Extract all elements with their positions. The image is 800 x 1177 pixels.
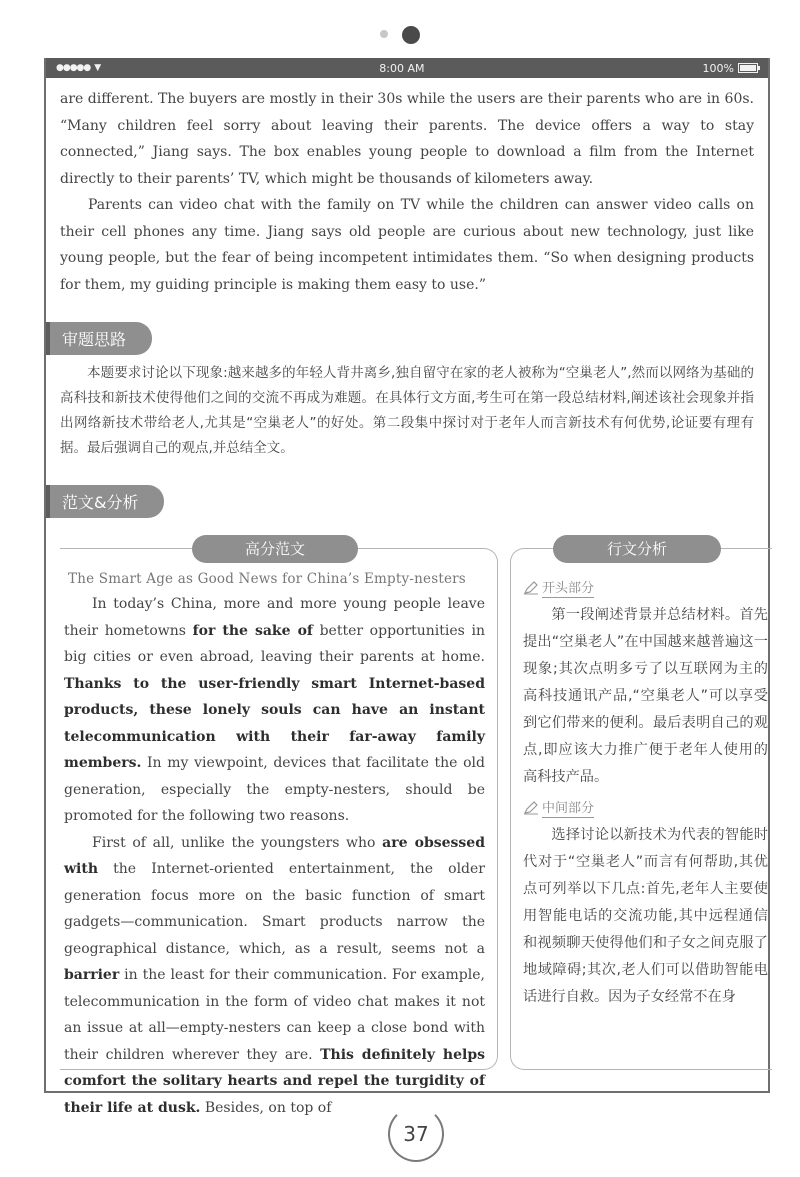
analysis-label-middle: 中间部分 — [523, 797, 768, 818]
essay-text: better opportunities in big cities or even abroad, leaving their parents at home. — [64, 622, 485, 665]
front-camera — [402, 26, 420, 44]
sample-essay-panel — [60, 540, 498, 1116]
approach-paragraph: 本题要求讨论以下现象:越来越多的年轻人背井离乡,独自留守在家的老人被称为“空巢老人”,然而以网络为基础的高科技和新技术使得他们之间的交流不再成为难题。在具体行文方面,考生可在第一段总结材料,阐述该社会现象并指出网络新技术带给老人,尤其是“空巢老人”的好处。第二段集中探讨对于老年人而言新技术有何优势,论证要有理有据。最后强调自己的观点,并总结全文。 — [60, 365, 754, 456]
section-tag-analysis-approach: 审题思路 — [46, 322, 152, 355]
wifi-icon: ▼ — [94, 63, 102, 73]
essay-text: Besides, on top of — [200, 1099, 332, 1116]
essay-text: In my viewpoint, devices that facilitate the old generation, especially the empty-nesters, should be promoted for the following two reasons. — [64, 755, 485, 824]
essay-highlight: barrier — [64, 967, 120, 983]
essay-text: in the least for their communication. For example, telecommunication in the form of video chat makes it not an issue at all—empty-nesters can keep a close bond with their children wherever they are. — [64, 967, 485, 1063]
status-time: 8:00 AM — [379, 61, 425, 75]
page-content — [46, 86, 768, 1116]
essay-text: In today’s China, more and more young people leave their hometowns — [64, 596, 485, 639]
light-sensor — [380, 30, 388, 38]
analysis-label-opening: 开头部分 — [523, 577, 768, 598]
pen-icon — [523, 801, 539, 815]
essay-paragraph — [64, 830, 485, 1122]
writing-analysis-panel — [510, 540, 772, 1070]
battery-percent: 100% — [702, 61, 734, 75]
page-number: 37 — [388, 1106, 444, 1162]
signal-icon: ●●●●● — [56, 63, 91, 73]
essay-columns — [60, 534, 768, 1116]
passage-paragraph: Parents can video chat with the family on TV while the children can answer video calls on their cell phones any time. Jiang says old people are curious about new technology, just like young people, but the fear of being incompetent intimidates them. “So when designing products for them, my guiding principle is making them easy to use.” — [60, 197, 754, 293]
tablet-screen — [44, 58, 770, 1116]
analysis-middle-text: 选择讨论以新技术为代表的智能时代对于“空巢老人”而言有何帮助,其优点可列举以下几点:首先,老年人主要使用智能电话的交流功能,其中远程通信和视频聊天使得他们和子女之间克服了地域障碍;其次,老人们可以借助智能电话进行自救。因为子女经常不在身 — [523, 827, 768, 1005]
essay-highlight: are obsessed with — [64, 834, 485, 877]
battery-icon — [738, 63, 758, 73]
analysis-opening-text: 第一段阐述背景并总结材料。首先提出“空巢老人”在中国越来越普遍这一现象;其次点明多亏了以互联网为主的高科技通讯产品,“空巢老人”可以享受到它们带来的便利。最后表明自己的观点,即应该大力推广便于老年人使用的高科技产品。 — [523, 607, 768, 785]
pen-icon — [523, 581, 539, 595]
essay-highlight: for the sake of — [192, 622, 313, 639]
section-tag-sample-essay: 范文&分析 — [46, 485, 164, 518]
essay-highlight: Thanks to the user-friendly smart Internet-based products, these lonely souls can have an instant telecommunication with their far-away family members. — [64, 675, 485, 771]
writing-analysis-pill: 行文分析 — [553, 535, 721, 563]
essay-paragraph — [64, 591, 485, 830]
essay-text: First of all, unlike the youngsters who — [92, 834, 383, 851]
sample-essay-pill: 高分范文 — [192, 535, 358, 563]
essay-highlight: This definitely helps comfort the solitary hearts and repel the turgidity of their life at dusk. — [64, 1046, 485, 1116]
passage-paragraph: are different. The buyers are mostly in their 30s while the users are their parents who are in 60s. “Many children feel sorry about leaving their parents. The device offers a way to stay connected,” Jiang says. The box enables young people to download a film from the Internet directly to their parents’ TV, which might be thousands of kilometers away. — [60, 91, 754, 187]
essay-text: the Internet-oriented entertainment, the older generation focus more on the basic function of smart gadgets—communication. Smart products narrow the geographical distance, which, as a result, seems not a — [64, 861, 485, 957]
status-bar — [46, 58, 768, 78]
essay-title: The Smart Age as Good News for China’s Empty-nesters — [68, 571, 466, 587]
